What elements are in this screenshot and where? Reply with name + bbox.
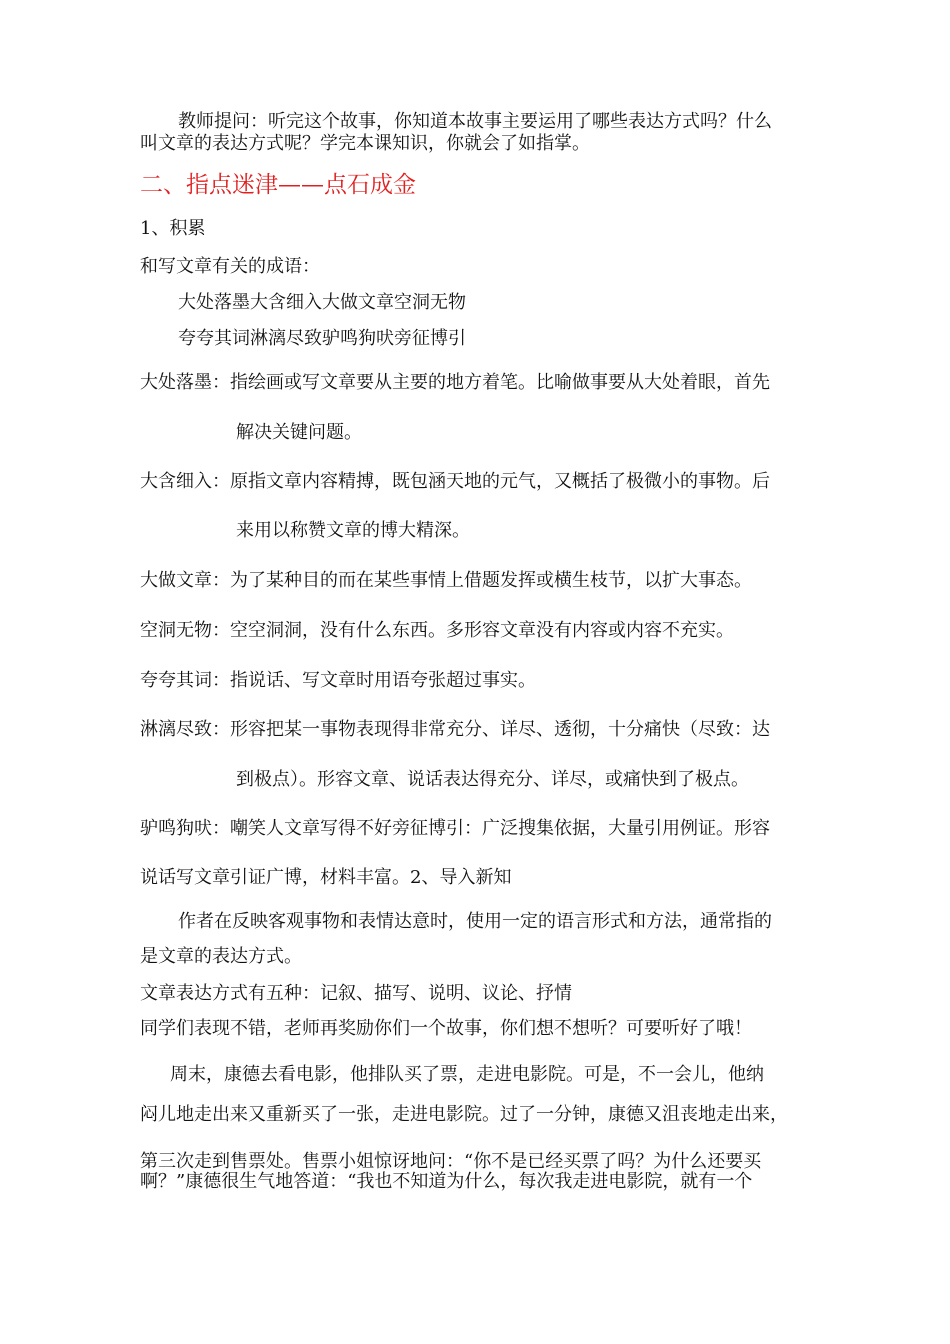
story-line-1: 周末，康德去看电影，他排队买了票，走进电影院。可是，不一会儿，他纳 [170, 1064, 764, 1085]
definition-line: 来用以称赞文章的博大精深。 [236, 520, 470, 541]
definition-line: 驴鸣狗吠：嘲笑人文章写得不好旁征博引：广泛搜集依据，大量引用例证。形容 [140, 818, 770, 839]
idioms-intro: 和写文章有关的成语： [140, 256, 320, 277]
story-line-4: 啊？”康德很生气地答道：“我也不知道为什么，每次我走进电影院，就有一个 [140, 1171, 753, 1192]
story-line-3: 第三次走到售票处。售票小姐惊讶地问：“你不是已经买票了吗？为什么还要买 [140, 1151, 762, 1172]
definition-line: 大含细入：原指文章内容精搏，既包涵天地的元气，又概括了极微小的事物。后 [140, 471, 770, 492]
definition-line: 说话写文章引证广博，材料丰富。2、导入新知 [140, 867, 512, 888]
definition-line: 到极点）。形容文章、说话表达得充分、详尽，或痛快到了极点。 [236, 769, 749, 790]
new-knowledge-line-1: 作者在反映客观事物和表情达意时，使用一定的语言形式和方法，通常指的 [178, 911, 772, 932]
definition-line: 解决关键问题。 [236, 422, 362, 443]
sub-heading: 1、积累 [140, 218, 206, 239]
section-heading: 二、指点迷津——点石成金 [140, 172, 416, 198]
five-methods-line: 文章表达方式有五种：记叙、描写、说明、议论、抒情 [140, 983, 572, 1004]
definition-line: 大做文章：为了某种目的而在某些事情上借题发挥或横生枝节，以扩大事态。 [140, 570, 752, 591]
definition-line: 空洞无物：空空洞洞，没有什么东西。多形容文章没有内容或内容不充实。 [140, 620, 734, 641]
definition-line: 淋漓尽致：形容把某一事物表现得非常充分、详尽、透彻，十分痛快（尽致：达 [140, 719, 770, 740]
definition-line: 夸夸其词：指说话、写文章时用语夸张超过事实。 [140, 670, 536, 691]
intro-line-2: 叫文章的表达方式呢？学完本课知识，你就会了如指掌。 [140, 133, 590, 154]
new-knowledge-line-2: 是文章的表达方式。 [140, 946, 302, 967]
definition-line: 大处落墨：指绘画或写文章要从主要的地方着笔。比喻做事要从大处着眼，首先 [140, 372, 770, 393]
praise-line: 同学们表现不错，老师再奖励你们一个故事，你们想不想听？可要听好了哦！ [140, 1018, 752, 1039]
idioms-row-2: 夸夸其词淋漓尽致驴鸣狗吠旁征博引 [178, 328, 466, 349]
story-line-2: 闷儿地走出来又重新买了一张，走进电影院。过了一分钟，康德又沮丧地走出来， [140, 1104, 788, 1125]
idioms-row-1: 大处落墨大含细入大做文章空洞无物 [178, 292, 466, 313]
intro-line-1: 教师提问：听完这个故事，你知道本故事主要运用了哪些表达方式吗？什么 [178, 111, 772, 132]
